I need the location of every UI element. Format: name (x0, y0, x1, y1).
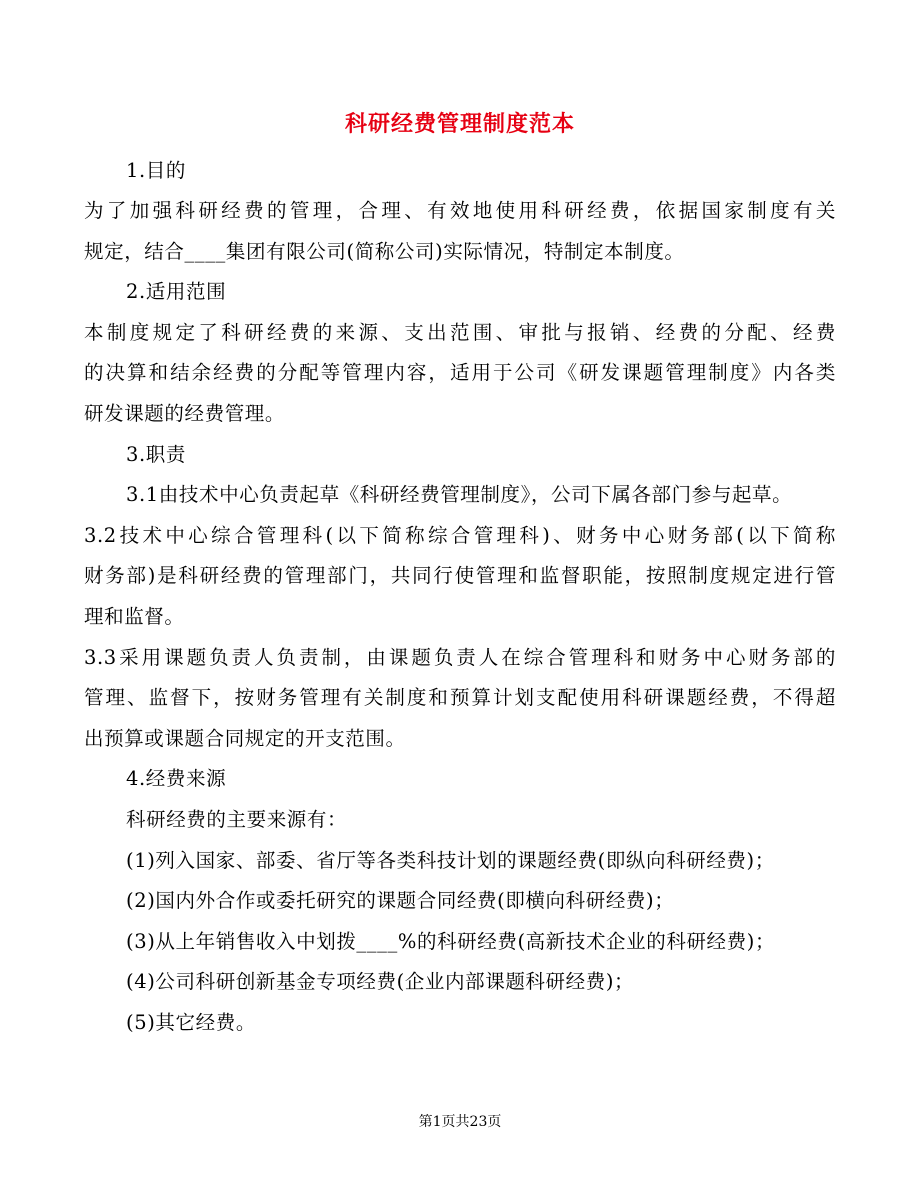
paragraph-line: 3.3采用课题负责人负责制，由课题负责人在综合管理科和财务中心财务部的 (84, 646, 836, 669)
list-item: (1)列入国家、部委、省厅等各类科技计划的课题经费(即纵向科研经费)； (126, 849, 775, 872)
paragraph-line: 3.2技术中心综合管理科(以下简称综合管理科)、财务中心财务部(以下简称 (84, 524, 836, 547)
paragraph-line: 为了加强科研经费的管理，合理、有效地使用科研经费，依据国家制度有关 (84, 199, 836, 222)
paragraph-line: 科研经费的主要来源有： (126, 808, 348, 831)
section-heading-funding-sources: 4.经费来源 (126, 767, 227, 790)
paragraph-line: 规定，结合____集团有限公司(简称公司)实际情况，特制定本制度。 (84, 240, 685, 263)
list-item: (4)公司科研创新基金专项经费(企业内部课题科研经费)； (126, 970, 635, 993)
paragraph-line: 3.1由技术中心负责起草《科研经费管理制度》，公司下属各部门参与起草。 (126, 483, 793, 506)
list-item: (2)国内外合作或委托研究的课题合同经费(即横向科研经费)； (126, 889, 675, 912)
paragraph-line: 管理、监督下，按财务管理有关制度和预算计划支配使用科研课题经费，不得超 (84, 686, 836, 709)
document-title: 科研经费管理制度范本 (344, 111, 575, 137)
section-heading-responsibilities: 3.职责 (126, 443, 187, 466)
list-item: (3)从上年销售收入中划拨____%的科研经费(高新技术企业的科研经费)； (126, 930, 776, 953)
section-heading-scope: 2.适用范围 (126, 280, 227, 303)
paragraph-line: 理和监督。 (84, 605, 185, 628)
section-heading-purpose: 1.目的 (126, 159, 187, 182)
paragraph-line: 研发课题的经费管理。 (84, 402, 286, 425)
paragraph-line: 出预算或课题合同规定的开支范围。 (84, 727, 406, 750)
page-number-footer: 第1页共23页 (418, 1114, 502, 1130)
paragraph-line: 的决算和结余经费的分配等管理内容，适用于公司《研发课题管理制度》内各类 (84, 361, 836, 384)
list-item: (5)其它经费。 (126, 1011, 256, 1034)
paragraph-line: 财务部)是科研经费的管理部门，共同行使管理和监督职能，按照制度规定进行管 (84, 564, 836, 587)
paragraph-line: 本制度规定了科研经费的来源、支出范围、审批与报销、经费的分配、经费 (84, 321, 836, 344)
